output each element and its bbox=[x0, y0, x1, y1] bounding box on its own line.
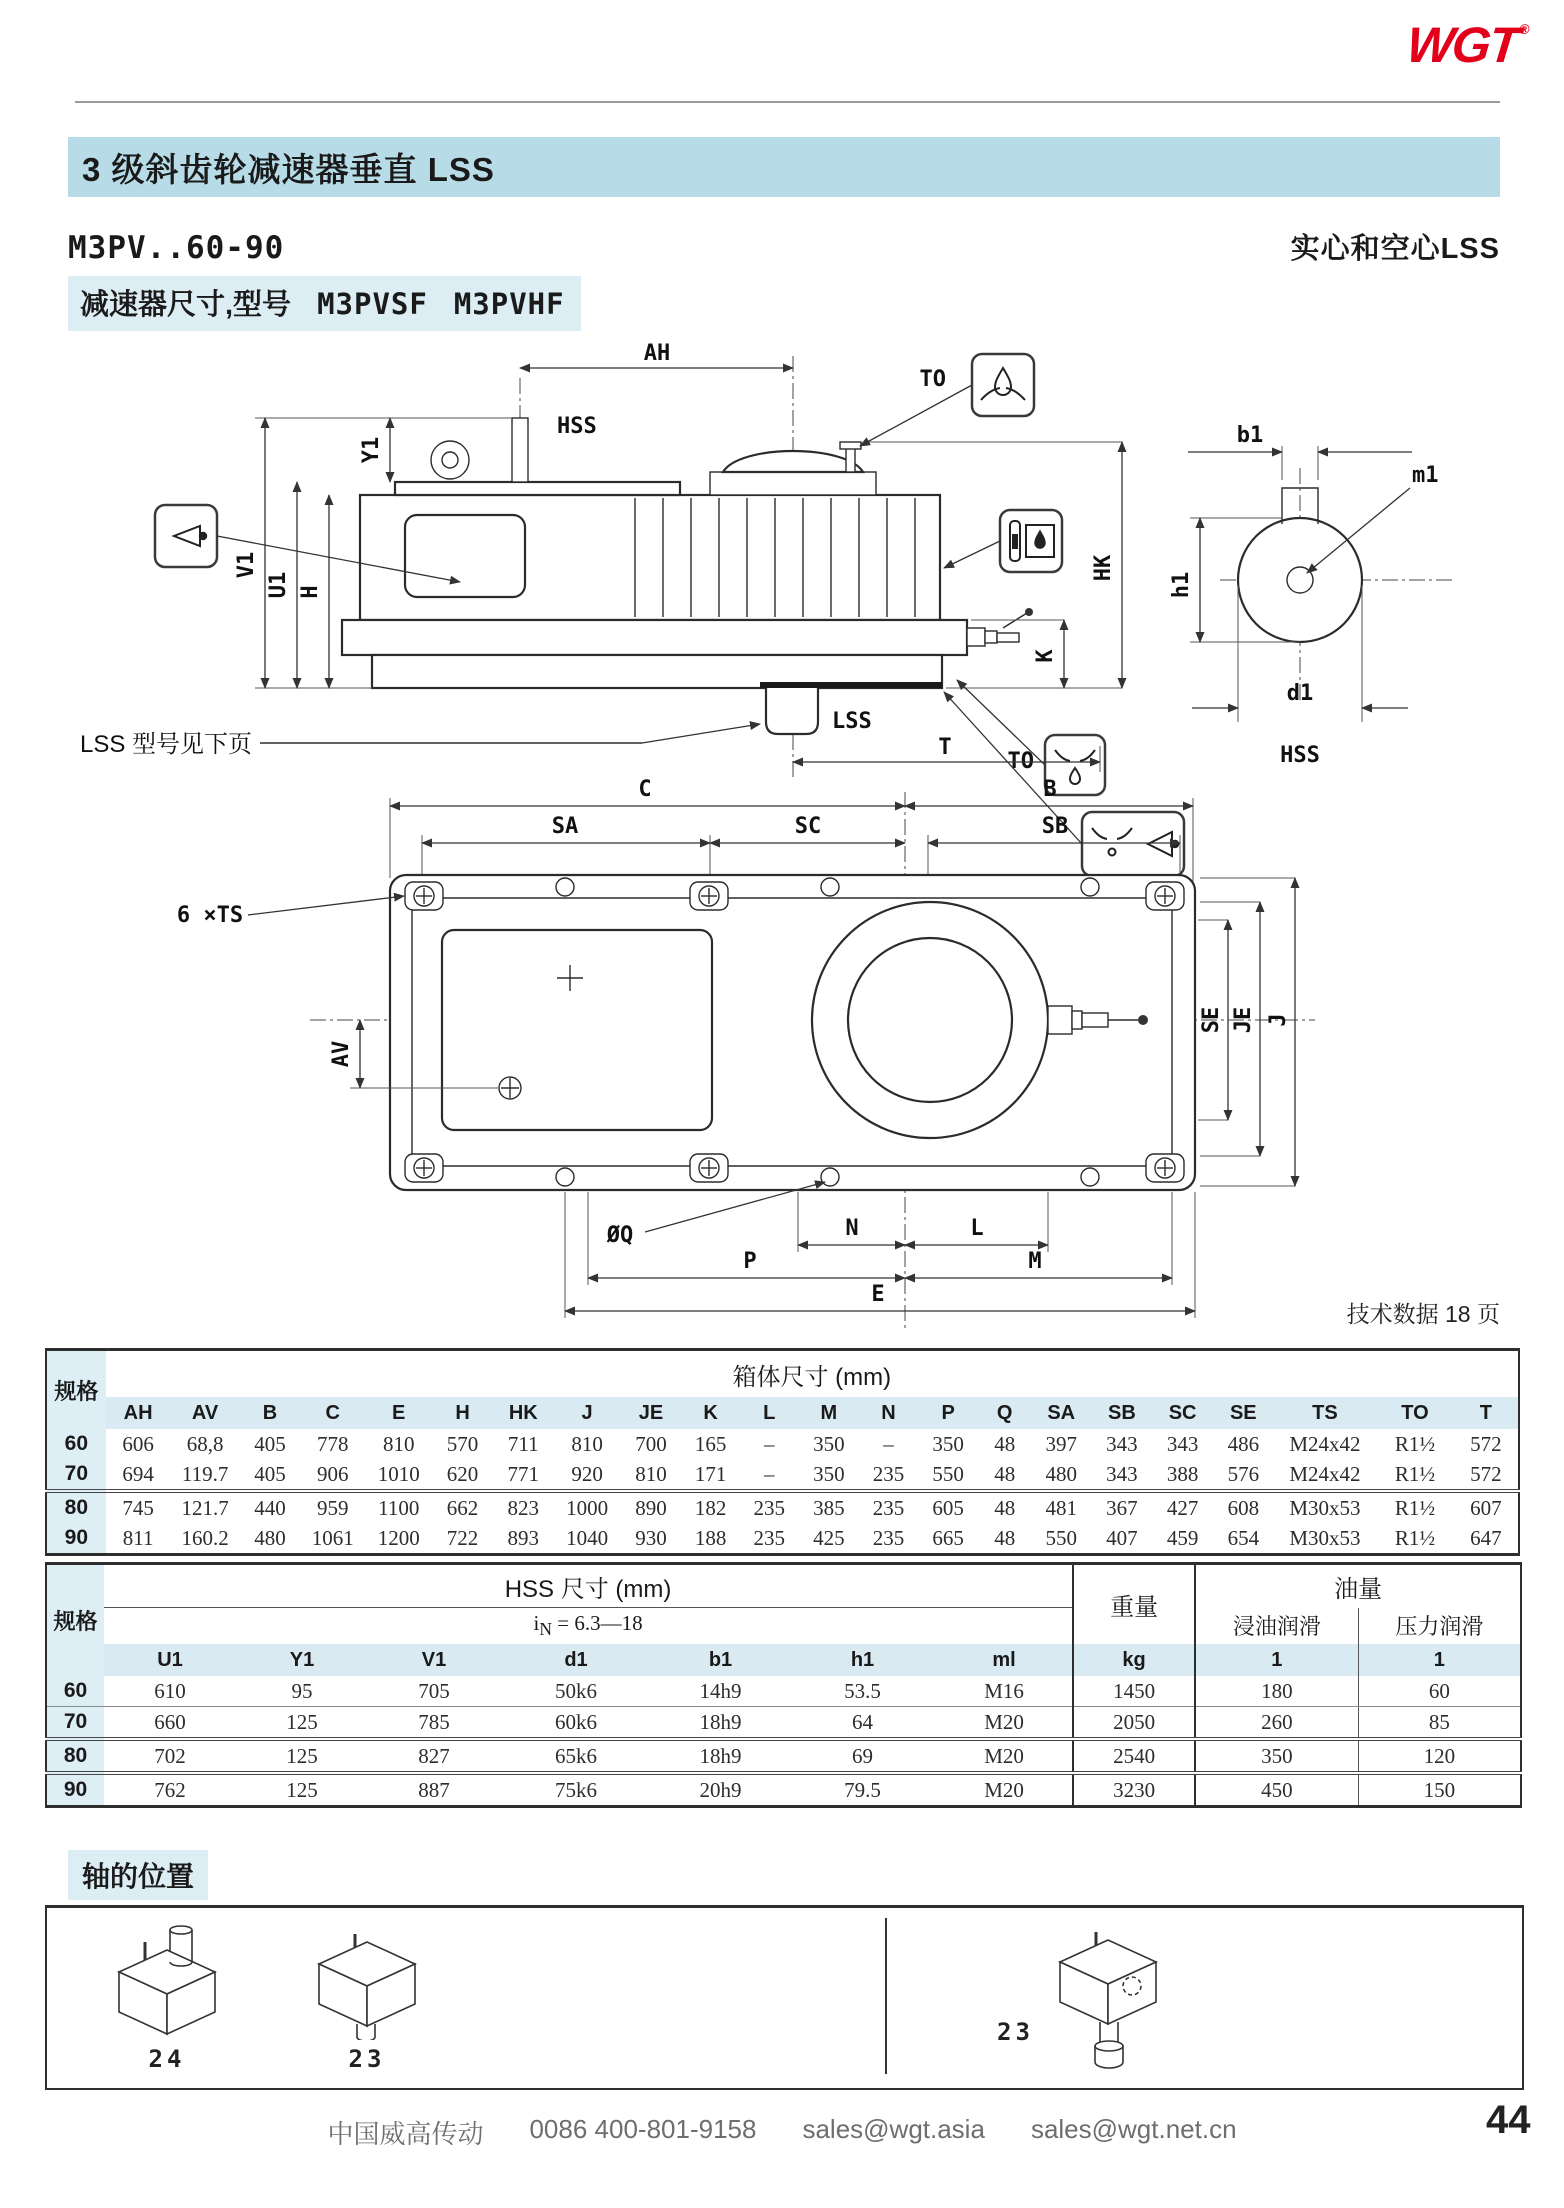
cell: M30x53 bbox=[1289, 1495, 1361, 1520]
oil-unit: 1 bbox=[1358, 1644, 1521, 1676]
footer bbox=[0, 2114, 1564, 2151]
cell: 427 bbox=[1166, 1495, 1199, 1520]
dim-e: E bbox=[871, 1282, 885, 1307]
cell: 50k6 bbox=[500, 1676, 652, 1707]
shaft-down-drawing bbox=[297, 1920, 437, 2040]
dim-j: J bbox=[1266, 1013, 1291, 1027]
cell: 660 bbox=[104, 1707, 236, 1740]
cell: 440 bbox=[254, 1495, 286, 1520]
cell: 480 bbox=[254, 1525, 286, 1550]
label-hss-detail: HSS bbox=[1280, 743, 1320, 768]
dim-h: H bbox=[298, 585, 323, 599]
cell: 620 bbox=[432, 1459, 493, 1491]
oil-column-header: 压力润滑 bbox=[1358, 1608, 1521, 1645]
column-header: d1 bbox=[564, 1648, 588, 1671]
dim-sb: SB bbox=[1041, 814, 1069, 839]
cell: R1½ bbox=[1376, 1459, 1453, 1491]
cell: 350 bbox=[799, 1459, 860, 1491]
table-row bbox=[46, 1676, 1521, 1707]
dim-k: K bbox=[1033, 649, 1058, 663]
dim-m: M bbox=[1028, 1249, 1042, 1274]
cell: 405 bbox=[240, 1459, 301, 1491]
cell: 235 bbox=[872, 1525, 905, 1550]
cell: 95 bbox=[236, 1676, 368, 1707]
oil-cell: 450 bbox=[1195, 1773, 1358, 1807]
cell: 722 bbox=[446, 1525, 479, 1550]
column-header: T bbox=[1479, 1401, 1492, 1424]
cell: M16 bbox=[936, 1676, 1073, 1707]
table-row bbox=[46, 1707, 1521, 1740]
weight-cell: 2540 bbox=[1073, 1739, 1195, 1773]
spec-cell: 60 bbox=[46, 1429, 106, 1459]
column-header: N bbox=[881, 1401, 896, 1424]
column-header: J bbox=[581, 1401, 593, 1424]
table-row bbox=[46, 1773, 1521, 1807]
registered-mark: ® bbox=[1518, 21, 1529, 37]
column-header: SE bbox=[1229, 1401, 1257, 1424]
cell: 647 bbox=[1470, 1525, 1502, 1550]
oil-cell: 60 bbox=[1358, 1676, 1521, 1707]
dim-ah: AH bbox=[643, 341, 671, 366]
footer-phone: 0086 400-801-9158 bbox=[529, 2114, 757, 2144]
cell: 125 bbox=[286, 1777, 318, 1802]
table-row bbox=[46, 1491, 1519, 1523]
spec-cell: 90 bbox=[46, 1773, 104, 1807]
cell: 119.7 bbox=[171, 1459, 240, 1491]
cell: 959 bbox=[317, 1495, 349, 1520]
cell: 235 bbox=[872, 1495, 905, 1520]
cell: 235 bbox=[753, 1495, 785, 1520]
cell: 121.7 bbox=[181, 1495, 229, 1520]
cell: 125 bbox=[236, 1739, 368, 1773]
column-header: SC bbox=[1168, 1401, 1197, 1424]
cell: 68,8 bbox=[186, 1431, 224, 1456]
cell: 1000 bbox=[566, 1495, 609, 1520]
column-header: SB bbox=[1108, 1401, 1136, 1424]
cell: 906 bbox=[300, 1459, 365, 1491]
ratio-rest: = 6.3—18 bbox=[551, 1611, 643, 1636]
breather-icon bbox=[972, 354, 1034, 416]
weight-unit: kg bbox=[1073, 1644, 1195, 1676]
oil-cell: 180 bbox=[1195, 1676, 1358, 1707]
cell: 69 bbox=[789, 1739, 936, 1773]
shaft-detail bbox=[1169, 423, 1455, 768]
cell: – bbox=[740, 1459, 799, 1491]
cell: 606 bbox=[122, 1431, 154, 1456]
section-title-bar bbox=[68, 137, 1500, 197]
spec-cell: 90 bbox=[46, 1523, 106, 1555]
cell: 397 bbox=[1045, 1431, 1077, 1456]
dim-q: ØQ bbox=[606, 1223, 634, 1248]
table-row bbox=[46, 1429, 1519, 1459]
column-header: HK bbox=[508, 1401, 538, 1424]
subtitle bbox=[68, 276, 581, 331]
dim-av: AV bbox=[329, 1040, 354, 1068]
column-header: B bbox=[262, 1401, 278, 1424]
cell: 694 bbox=[106, 1459, 171, 1491]
column-header: b1 bbox=[708, 1648, 733, 1671]
cell: M20 bbox=[936, 1707, 1073, 1740]
cell: 1010 bbox=[365, 1459, 432, 1491]
cell: R1½ bbox=[1394, 1431, 1436, 1456]
dim-se: SE bbox=[1199, 1006, 1224, 1034]
dim-b: B bbox=[1043, 777, 1057, 802]
table-row bbox=[46, 1459, 1519, 1491]
oil-column-header: 浸油润滑 bbox=[1195, 1608, 1358, 1645]
cell: 930 bbox=[635, 1525, 667, 1550]
column-header: TO bbox=[1401, 1401, 1429, 1424]
cell: 550 bbox=[918, 1459, 979, 1491]
tech-data-note: 技术数据 18 页 bbox=[1346, 1301, 1500, 1327]
column-header: h1 bbox=[850, 1648, 875, 1671]
ratio-i: i bbox=[533, 1611, 540, 1636]
table2-spec-header: 规格 bbox=[46, 1564, 104, 1677]
cell: 745 bbox=[122, 1495, 154, 1520]
spec-cell: 70 bbox=[46, 1707, 104, 1740]
dim-ts: 6 ×TS bbox=[176, 903, 244, 928]
shaft-position-24 bbox=[97, 1920, 237, 2073]
column-header: P bbox=[941, 1401, 955, 1424]
column-header: H bbox=[455, 1401, 470, 1424]
footer-company: 中国威高传动 bbox=[327, 2119, 484, 2149]
column-header: Q bbox=[996, 1401, 1013, 1424]
cell: 702 bbox=[104, 1739, 236, 1773]
cell: 1200 bbox=[377, 1525, 420, 1550]
lss-note: LSS 型号见下页 bbox=[80, 731, 253, 758]
cell: 160.2 bbox=[181, 1525, 229, 1550]
dim-je: JE bbox=[1231, 1006, 1256, 1034]
dim-t: T bbox=[938, 735, 952, 760]
cell: M20 bbox=[936, 1739, 1073, 1773]
dim-hk: HK bbox=[1091, 554, 1116, 582]
column-header: E bbox=[392, 1401, 406, 1424]
cell: 367 bbox=[1106, 1495, 1138, 1520]
cell: 607 bbox=[1470, 1495, 1502, 1520]
dim-b1: b1 bbox=[1236, 423, 1264, 448]
cell: M30x53 bbox=[1289, 1525, 1361, 1550]
cell: 610 bbox=[104, 1676, 236, 1707]
oil-cell: 150 bbox=[1358, 1773, 1521, 1807]
cell: 459 bbox=[1166, 1525, 1199, 1550]
dim-to-top: TO bbox=[919, 367, 946, 392]
spec-cell: 80 bbox=[46, 1739, 104, 1773]
cell: 48 bbox=[994, 1525, 1016, 1550]
divider bbox=[885, 1918, 887, 2074]
cell: – bbox=[763, 1431, 775, 1456]
cell: M24x42 bbox=[1289, 1431, 1361, 1456]
cell: M20 bbox=[984, 1777, 1024, 1802]
cell: 810 bbox=[571, 1431, 603, 1456]
dim-c: C bbox=[638, 777, 652, 802]
subtitle-model-2: M3PVHF bbox=[453, 287, 565, 321]
model-row bbox=[68, 226, 1500, 267]
cell: 762 bbox=[154, 1777, 186, 1802]
oil-level-icon bbox=[1000, 510, 1062, 572]
column-header: TS bbox=[1312, 1401, 1338, 1424]
dim-n: N bbox=[845, 1216, 859, 1241]
page-number: 44 bbox=[1486, 2098, 1531, 2142]
dim-h1: h1 bbox=[1169, 571, 1194, 599]
spec-cell: 70 bbox=[46, 1459, 106, 1491]
table-row bbox=[46, 1523, 1519, 1555]
cell: 75k6 bbox=[555, 1777, 597, 1802]
spec-cell: 60 bbox=[46, 1676, 104, 1707]
column-header: AH bbox=[123, 1401, 153, 1424]
cell: 343 bbox=[1166, 1431, 1199, 1456]
cell: 188 bbox=[694, 1525, 727, 1550]
cell: 1100 bbox=[378, 1495, 420, 1520]
label-lss: LSS bbox=[832, 709, 872, 734]
cell: 64 bbox=[789, 1707, 936, 1740]
cell: 827 bbox=[368, 1739, 500, 1773]
oil-cell: 85 bbox=[1358, 1707, 1521, 1740]
page-title: 3 级斜齿轮减速器垂直 LSS bbox=[82, 150, 495, 188]
cell: 20h9 bbox=[699, 1777, 742, 1802]
shaft-position-number: 23 bbox=[348, 2045, 386, 2073]
cell: 14h9 bbox=[652, 1676, 789, 1707]
cell: 605 bbox=[932, 1495, 964, 1520]
shaft-positions-box bbox=[45, 1905, 1524, 2090]
dim-u1: U1 bbox=[266, 571, 291, 599]
table2-title: HSS 尺寸 (mm) bbox=[104, 1564, 1073, 1608]
dim-d1: d1 bbox=[1286, 681, 1314, 706]
column-header: C bbox=[325, 1401, 340, 1424]
cell: 350 bbox=[932, 1431, 964, 1456]
cell: 48 bbox=[979, 1459, 1031, 1491]
cell: 388 bbox=[1152, 1459, 1213, 1491]
dim-p: P bbox=[743, 1249, 757, 1274]
ratio-note bbox=[104, 1608, 1073, 1645]
technical-drawing bbox=[60, 330, 1520, 1340]
cell: 810 bbox=[621, 1459, 682, 1491]
weight-cell: 1450 bbox=[1073, 1676, 1195, 1707]
shaft-position-number: 23 bbox=[997, 2018, 1034, 2046]
cell: 572 bbox=[1470, 1431, 1502, 1456]
ratio-sub: N bbox=[539, 1619, 552, 1640]
oil-drain-sight-icon bbox=[1082, 812, 1184, 876]
cell: 662 bbox=[446, 1495, 479, 1520]
logo-text: WGT bbox=[1404, 17, 1521, 73]
cell: 235 bbox=[859, 1459, 918, 1491]
oil-unit: 1 bbox=[1195, 1644, 1358, 1676]
housing-dimensions-table bbox=[45, 1348, 1520, 1556]
column-header: V1 bbox=[421, 1648, 447, 1671]
column-header: U1 bbox=[157, 1648, 183, 1671]
cell: 550 bbox=[1045, 1525, 1077, 1550]
cell: 407 bbox=[1106, 1525, 1138, 1550]
cell: 165 bbox=[694, 1431, 727, 1456]
cell: 48 bbox=[994, 1431, 1016, 1456]
side-view bbox=[80, 341, 1184, 876]
cell: R1½ bbox=[1394, 1495, 1436, 1520]
cell: 425 bbox=[813, 1525, 845, 1550]
shaft-position-23-hollow bbox=[997, 1916, 1184, 2074]
oil-cell: 260 bbox=[1195, 1707, 1358, 1740]
label-hss: HSS bbox=[557, 414, 597, 439]
cell: 810 bbox=[382, 1431, 415, 1456]
table-row bbox=[46, 1739, 1521, 1773]
column-header: M bbox=[820, 1401, 838, 1424]
cell: 18h9 bbox=[652, 1739, 789, 1773]
weight-cell: 2050 bbox=[1073, 1707, 1195, 1740]
dim-y1: Y1 bbox=[359, 436, 384, 464]
cell: 480 bbox=[1031, 1459, 1092, 1491]
hollow-shaft-down-drawing bbox=[1034, 1916, 1184, 2074]
cell: 235 bbox=[753, 1525, 785, 1550]
spec-cell: 80 bbox=[46, 1491, 106, 1523]
table1-spec-header: 规格 bbox=[46, 1350, 106, 1430]
cell: 572 bbox=[1454, 1459, 1519, 1491]
header-divider bbox=[75, 101, 1500, 103]
cell: 1061 bbox=[311, 1525, 354, 1550]
footer-email-asia: sales@wgt.asia bbox=[802, 2114, 985, 2144]
column-header: JE bbox=[638, 1401, 664, 1424]
cell: 171 bbox=[681, 1459, 740, 1491]
shaft-position-23 bbox=[297, 1920, 437, 2073]
shaft-up-drawing bbox=[97, 1920, 237, 2040]
cell: 48 bbox=[994, 1495, 1016, 1520]
dim-l: L bbox=[970, 1216, 984, 1241]
cell: 481 bbox=[1045, 1495, 1077, 1520]
cell: 570 bbox=[446, 1431, 479, 1456]
cell: – bbox=[883, 1431, 894, 1456]
cell: 486 bbox=[1227, 1431, 1260, 1456]
dim-to-bottom: TO bbox=[1007, 749, 1034, 774]
column-header: Y1 bbox=[289, 1648, 315, 1671]
cell: 350 bbox=[813, 1431, 845, 1456]
dim-sc: SC bbox=[794, 814, 822, 839]
oil-header: 油量 bbox=[1195, 1564, 1521, 1608]
cell: M24x42 bbox=[1274, 1459, 1377, 1491]
cell: 343 bbox=[1092, 1459, 1153, 1491]
cell: 405 bbox=[254, 1431, 286, 1456]
dim-sa: SA bbox=[551, 814, 579, 839]
cell: 700 bbox=[635, 1431, 667, 1456]
sight-glass-icon bbox=[155, 505, 217, 567]
shaft-position-number: 24 bbox=[148, 2045, 186, 2073]
cell: 890 bbox=[635, 1495, 667, 1520]
cell: 654 bbox=[1227, 1525, 1260, 1550]
cell: 60k6 bbox=[500, 1707, 652, 1740]
subtitle-label: 减速器尺寸,型号 bbox=[80, 289, 292, 321]
cell: 771 bbox=[493, 1459, 554, 1491]
wgt-logo bbox=[1404, 16, 1529, 74]
subtitle-model-1: M3PVSF bbox=[317, 287, 428, 321]
cell: 711 bbox=[507, 1431, 539, 1456]
column-header: K bbox=[703, 1401, 718, 1424]
column-header: ml bbox=[992, 1648, 1016, 1671]
cell: 920 bbox=[554, 1459, 621, 1491]
cell: 887 bbox=[418, 1777, 450, 1802]
cell: R1½ bbox=[1394, 1525, 1436, 1550]
dim-m1: m1 bbox=[1412, 463, 1439, 488]
shaft-type-note: 实心和空心LSS bbox=[1290, 233, 1500, 265]
dim-v1: V1 bbox=[234, 551, 259, 579]
cell: 125 bbox=[236, 1707, 368, 1740]
cell: 65k6 bbox=[500, 1739, 652, 1773]
oil-cell: 120 bbox=[1358, 1739, 1521, 1773]
weight-cell: 3230 bbox=[1073, 1773, 1195, 1807]
cell: 1040 bbox=[566, 1525, 609, 1550]
cell: 705 bbox=[368, 1676, 500, 1707]
column-header: L bbox=[763, 1401, 776, 1424]
cell: 79.5 bbox=[844, 1777, 881, 1802]
column-header: SA bbox=[1047, 1401, 1076, 1424]
weight-header: 重量 bbox=[1073, 1564, 1195, 1645]
footer-email-net: sales@wgt.net.cn bbox=[1030, 2114, 1237, 2144]
cell: 785 bbox=[368, 1707, 500, 1740]
cell: 53.5 bbox=[789, 1676, 936, 1707]
table1-title: 箱体尺寸 (mm) bbox=[732, 1363, 892, 1391]
cell: 811 bbox=[122, 1525, 154, 1550]
cell: 182 bbox=[694, 1495, 727, 1520]
cell: 823 bbox=[507, 1495, 539, 1520]
cell: 385 bbox=[813, 1495, 845, 1520]
column-header: AV bbox=[191, 1401, 219, 1424]
shaft-positions-title: 轴的位置 bbox=[68, 1850, 208, 1900]
cell: 608 bbox=[1227, 1495, 1260, 1520]
cell: 576 bbox=[1213, 1459, 1274, 1491]
cell: 343 bbox=[1106, 1431, 1138, 1456]
cell: 665 bbox=[932, 1525, 964, 1550]
cell: 778 bbox=[317, 1431, 349, 1456]
model-range: M3PV..60-90 bbox=[68, 230, 285, 266]
cell: 893 bbox=[507, 1525, 539, 1550]
hss-dimensions-table bbox=[45, 1562, 1522, 1808]
oil-cell: 350 bbox=[1195, 1739, 1358, 1773]
cell: 18h9 bbox=[652, 1707, 789, 1740]
